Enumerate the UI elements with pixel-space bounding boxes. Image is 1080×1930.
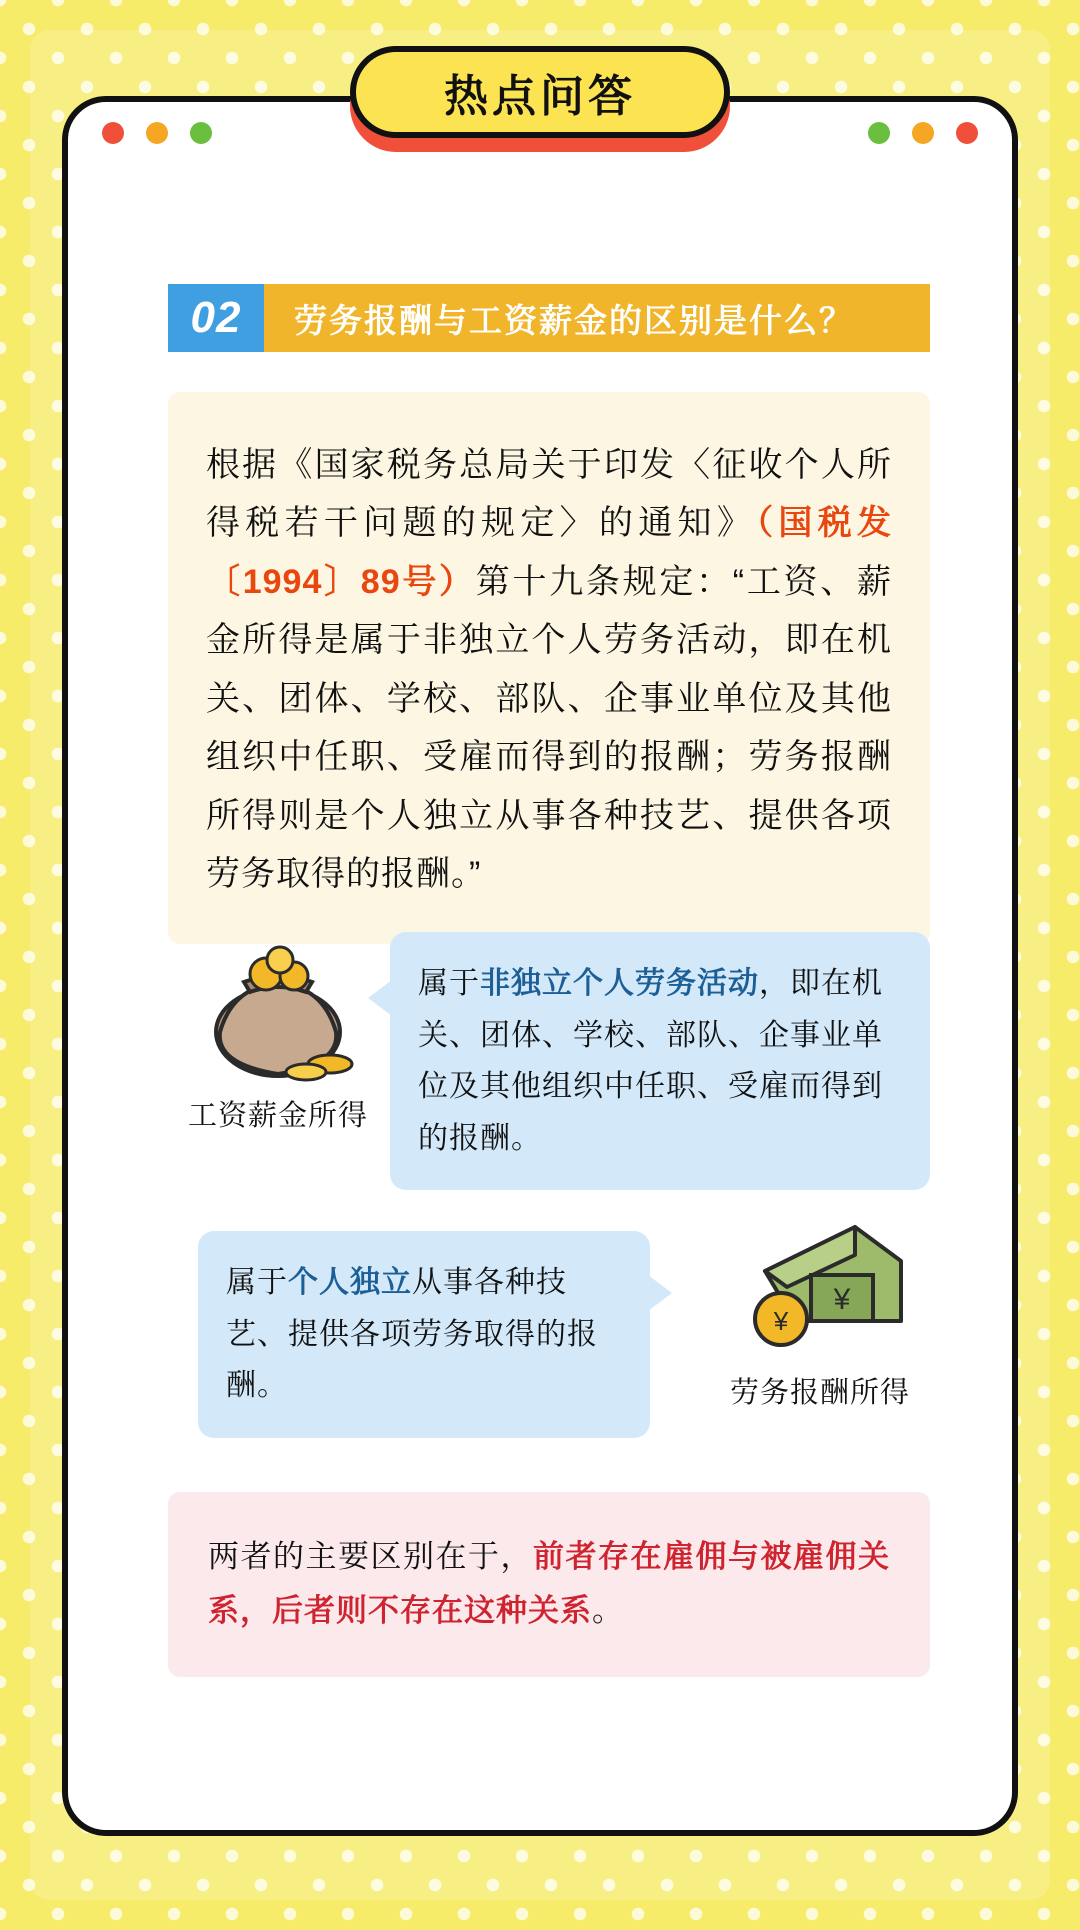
dot-green-icon — [190, 122, 212, 144]
svg-text:¥: ¥ — [773, 1306, 789, 1336]
quote-part2: 第十九条规定：“工资、薪金所得是属于非独立个人劳务活动，即在机关、团体、学校、部队、企事业单位及其他组织中任职、受雇而得到的报酬；劳务报酬所得则是个人独立从事各种技艺、提供各项劳务取得的报酬。” — [206, 562, 892, 894]
salary-bubble — [390, 932, 930, 1190]
dot-orange-icon — [146, 122, 168, 144]
quote-highlight: （国税发〔1994〕89号） — [206, 504, 893, 601]
conclusion-box — [168, 1492, 930, 1677]
dot-red-icon — [102, 122, 124, 144]
comparison-row-salary — [168, 932, 930, 1162]
conclusion-suffix: 。 — [592, 1593, 624, 1629]
conclusion-highlight: 前者存在雇佣与被雇佣关系，后者则不存在这种关系 — [208, 1539, 890, 1629]
salary-bubble-bold: 非独立个人劳务活动 — [480, 967, 759, 1000]
dot-orange-icon — [912, 122, 934, 144]
salary-bubble-prefix: 属于 — [418, 967, 480, 1000]
salary-caption: 工资薪金所得 — [187, 1100, 368, 1132]
service-bubble-bold: 个人独立 — [288, 1266, 412, 1299]
content-card — [62, 96, 1018, 1836]
section-title: 劳务报酬与工资薪金的区别是什么？ — [264, 284, 930, 352]
dot-green-icon — [868, 122, 890, 144]
quote-part1: 根据《国家税务总局关于印发〈征收个人所得税若干问题的规定〉的通知》 — [206, 446, 892, 543]
window-dots-right — [868, 122, 978, 144]
service-caption: 劳务报酬所得 — [729, 1377, 910, 1409]
comparison-row-service — [168, 1227, 930, 1447]
conclusion-prefix: 两者的主要区别在于， — [208, 1539, 533, 1574]
svg-text:¥: ¥ — [833, 1283, 851, 1316]
service-bubble-text — [226, 1257, 622, 1412]
salary-icon-group — [178, 932, 378, 1134]
salary-bubble-text — [418, 958, 902, 1164]
service-bubble-suffix: 从事各种技艺、提供各项劳务取得的报酬。 — [226, 1266, 598, 1403]
section-number: 02 — [168, 284, 264, 352]
salary-bubble-suffix: ，即在机关、团体、学校、部队、企事业单位及其他组织中任职、受雇而得到的报酬。 — [418, 967, 883, 1155]
quote-box — [168, 392, 930, 944]
service-bubble — [198, 1231, 650, 1438]
window-dots-left — [102, 122, 212, 144]
money-bag-icon — [178, 932, 378, 1082]
banknote-coin-icon — [725, 1209, 915, 1359]
section-heading — [168, 284, 930, 352]
header-badge — [350, 46, 730, 138]
service-bubble-prefix: 属于 — [226, 1266, 288, 1299]
dot-red-icon — [956, 122, 978, 144]
quote-text — [206, 436, 892, 904]
header-badge-title: 热点问答 — [350, 46, 730, 138]
conclusion-text — [208, 1530, 890, 1639]
service-icon-group — [710, 1209, 930, 1411]
